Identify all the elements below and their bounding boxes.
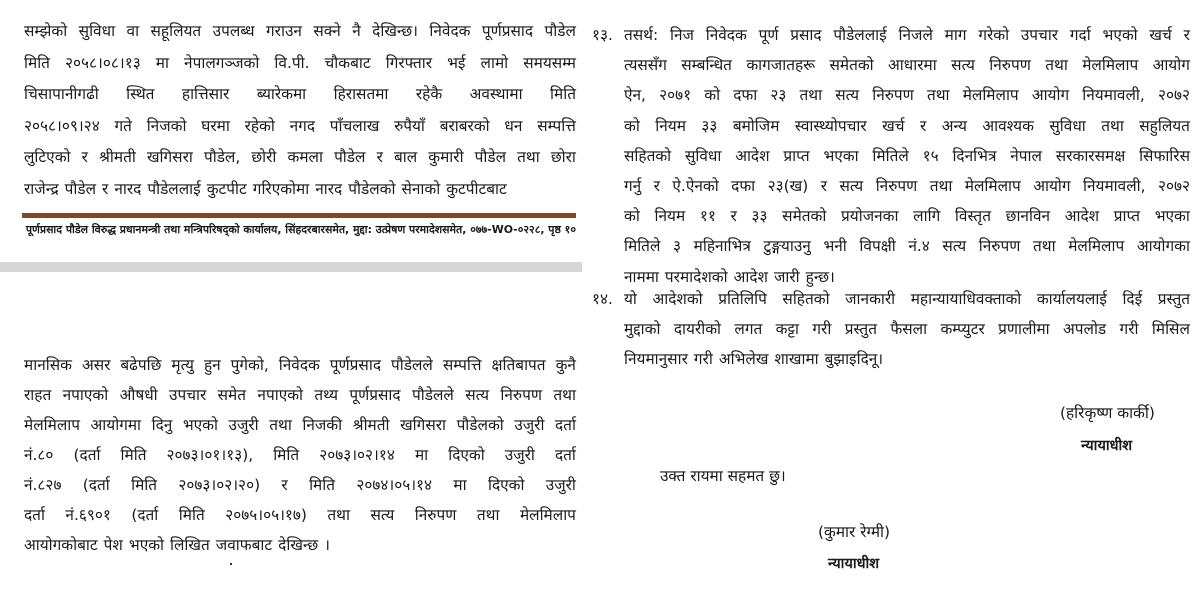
text-line: त्यससँग सम्बन्धित कागजातहरू समेतको आधारमा सत्य निरुपण तथा मेलमिलाप आयोग (624, 56, 1190, 75)
text-line: मेलमिलाप आयोगमा दिनु भएको उजुरी तथा निजकी श्रीमती खगिसरा पौडेलको उजुरी दर्ता (24, 416, 576, 434)
judge1-title: न्यायाधीश (1081, 438, 1133, 454)
text-line: आयोगकोबाट पेश भएको लिखित जवाफबाट देखिन्छ । (24, 536, 330, 554)
text-line: २०५८।०९।२४ गते निजको घरमा रहेको नगद पाँचलाख रुपैयाँ बराबरको धन सम्पत्ति (24, 116, 576, 135)
text-line: नं.८० (दर्ता मिति २०७३।०१।१३), मिति २०७३।०२।१४ मा दिएको उजुरी दर्ता (24, 446, 576, 464)
concurrence-statement: उक्त रायमा सहमत छु। (660, 467, 786, 485)
text-line: यो आदेशको प्रतिलिपि सहितको जानकारी महान्यायाधिवक्ताको कार्यालयलाई दिई प्रस्तुत (624, 290, 1190, 308)
footer-rule (22, 213, 576, 218)
text-line: सम्झेको सुविधा वा सहूलियत उपलब्ध गराउन सक्ने नै देखिन्छ। निवेदक पूर्णप्रसाद पौडेल (24, 22, 576, 40)
page-gap (0, 262, 582, 272)
text-line: राजेन्द्र पौडेल र नारद पौडेललाई कुटपीट गरिएकोमा नारद पौडेलको सेनाको कुटपीटबाट (24, 180, 507, 198)
para-13-number: १३. (592, 26, 613, 44)
left-bottom-page-fragment (0, 272, 582, 594)
text-line: नाममा परमादेशको आदेश जारी हुन्छ। (624, 267, 835, 286)
para-14-number: १४. (592, 290, 613, 308)
text-line: मितिले ३ महिनाभित्र टुङ्गयाउनु भनी विपक्षी नं.४ सत्य निरुपण तथा मेलमिलाप आयोगका (624, 237, 1190, 256)
text-line: दर्ता नं.६९०१ (दर्ता मिति २०७५।०५।१७) तथा सत्य निरुपण तथा मेलमिलाप (24, 506, 576, 524)
text-line: नं.८२७ (दर्ता मिति २०७३।०२।२०) र मिति २०७४।०५।१४ मा दिएको उजुरी (24, 476, 576, 494)
text-line: को नियम ३३ बमोजिम स्वास्थ्योपचार खर्च र अन्य आवश्यक सुविधा तथा सहुलियत (624, 116, 1190, 135)
text-line: मानसिक असर बढेपछि मृत्यु हुन पुगेको, निवेदक पूर्णप्रसाद पौडेलले सम्पत्ति क्षतिबापत कुनै (24, 356, 576, 374)
judge2-title: न्यायाधीश (828, 556, 880, 572)
left-top-page-fragment (0, 0, 582, 262)
text-line: तसर्थ: निज निवेदक पूर्ण प्रसाद पौडेललाई निजले माग गरेको उपचार गर्दा भएको खर्च र (624, 26, 1190, 44)
text-line: को नियम ११ र ३३ समेतको प्रयोजनका लागि विस्तृत छानविन आदेश प्राप्त भएका (624, 207, 1190, 226)
judge1-name: (हरिकृष्ण कार्की) (1060, 404, 1155, 422)
text-line: नियमानुसार गरी अभिलेख शाखामा बुझाइदिनू। (624, 350, 884, 368)
page-footer: पूर्णप्रसाद पौडेल विरुद्ध प्रधानमन्त्री तथा मन्त्रिपरिषद्को कार्यालय, सिंहदरबारसमेत, मुद्दा: उत्प्रेषण परमादेशसमेत, ०७७-WO-०२२८, पृष्ठ १० (25, 223, 576, 236)
right-page-fragment (588, 0, 1200, 594)
text-line: राहत नपाएको औषधी उपचार समेत नपाएको तथ्य पूर्णप्रसाद पौडेलले सत्य निरुपण तथा (24, 386, 576, 404)
stray-mark (230, 563, 232, 565)
text-line: ऐन, २०७१ को दफा २३ तथा सत्य निरुपण तथा मेलमिलाप आयोग नियमावली, २०७२ (624, 86, 1190, 105)
text-line: चिसापानीगढी स्थित हात्तिसार ब्यारेकमा हिरासतमा रहेकै अवस्थामा मिति (24, 85, 576, 104)
text-line: मुद्दाको दायरीको लगत कट्टा गरी प्रस्तुत फैसला कम्प्युटर प्रणालीमा अपलोड गरी मिसिल (624, 320, 1190, 338)
text-line: सहितको सुविधा आदेश प्राप्त भएका मितिले १५ दिनभित्र नेपाल सरकारसमक्ष सिफारिस (624, 146, 1190, 165)
text-line: गर्नु र ऐ.ऐनको दफा २३(ख) र सत्य निरुपण तथा मेलमिलाप आयोग नियमावली, २०७२ (624, 177, 1190, 195)
text-line: मिति २०५८।०८।१३ मा नेपालगञ्जको वि.पी. चौकबाट गिरफ्तार भई लामो समयसम्म (24, 53, 576, 72)
text-line: लुटिएको र श्रीमती खगिसरा पौडेल, छोरी कमला पौडेल र बाल कुमारी पौडेल तथा छोरा (24, 148, 576, 167)
judge2-name: (कुमार रेग्मी) (818, 523, 891, 541)
